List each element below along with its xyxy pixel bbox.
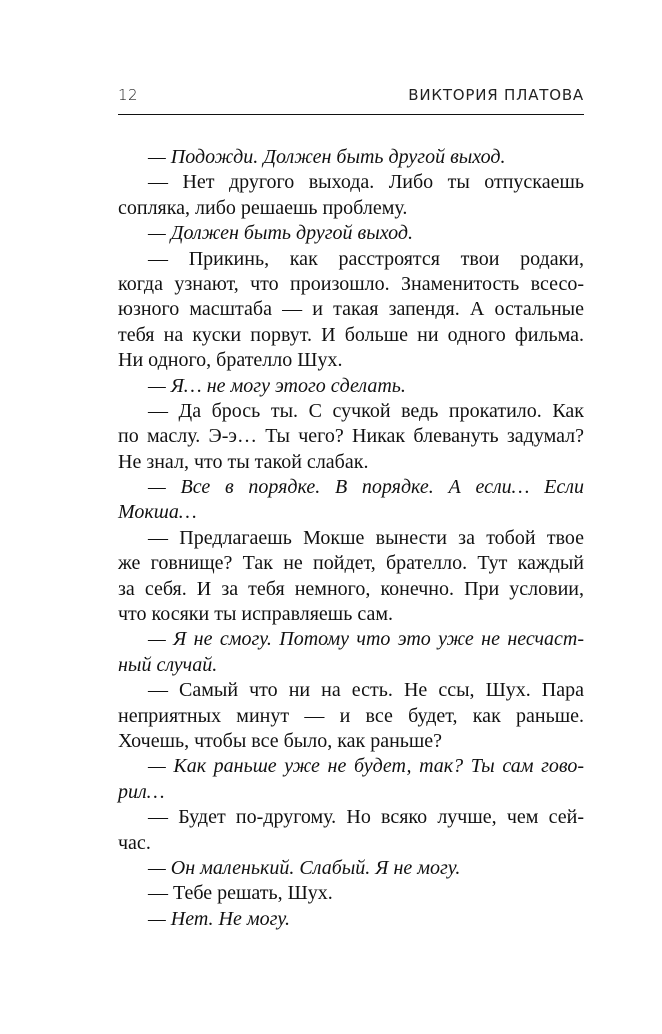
continuation-line: Не знал, что ты такой слабак. (118, 450, 369, 473)
page-number: 12 (118, 86, 139, 104)
continuation-line: юзного масштаба — и такая запендя. А остальные (118, 298, 584, 321)
continuation-line: Ни одного, брателло Шух. (118, 349, 343, 372)
continuation-line: сопляка, либо решаешь проблему. (118, 196, 408, 219)
dialogue-line: — Тебе решать, Шух. (148, 882, 333, 905)
running-title: ВИКТОРИЯ ПЛАТОВА (408, 86, 584, 104)
header-rule (118, 114, 584, 115)
dialogue-line: — Подожди. Должен быть другой выход. (148, 146, 506, 168)
body-text (118, 145, 584, 932)
dialogue-line: — Да брось ты. С сучкой ведь прокатило. Как (148, 399, 584, 422)
dialogue-line: — Я не смогу. Потому что это уже не несчаст- (148, 628, 584, 651)
continuation-line: неприятных минут — и все будет, как раньше. (118, 704, 584, 727)
continuation-line: час. (118, 831, 151, 854)
dialogue-line: — Нет. Не могу. (148, 907, 291, 930)
continuation-line: Мокша… (118, 501, 197, 524)
continuation-line: рил… (118, 780, 165, 803)
continuation-line: что косяки ты исправляешь сам. (118, 603, 393, 626)
continuation-line: ный случай. (118, 653, 218, 676)
continuation-line: когда узнают, что произошло. Знаменитость всесо- (118, 272, 584, 295)
page-header (118, 86, 584, 108)
continuation-line: по маслу. Э-э… Ты чего? Никак блевануть задумал? (118, 425, 584, 448)
continuation-line: тебя на куски порвут. И больше ни одного фильма. (118, 323, 584, 346)
dialogue-line: — Нет другого выхода. Либо ты отпускаешь (148, 171, 584, 194)
dialogue-line: — Он маленький. Слабый. Я не могу. (148, 856, 461, 879)
dialogue-line: — Прикинь, как расстроятся твои родаки, (148, 247, 584, 270)
dialogue-line: — Как раньше уже не будет, так? Ты сам гово- (148, 755, 584, 778)
dialogue-line: — Я… не могу этого сделать. (148, 374, 406, 397)
continuation-line: же говнище? Так не пойдет, брателло. Тут каждый (118, 552, 584, 575)
dialogue-line: — Будет по-другому. Но всяко лучше, чем сей- (148, 806, 584, 829)
continuation-line: Хочешь, чтобы все было, как раньше? (118, 729, 443, 752)
dialogue-line: — Предлагаешь Мокше вынести за тобой твое (148, 526, 584, 549)
dialogue-line: — Все в порядке. В порядке. А если… Если (148, 476, 584, 499)
continuation-line: за себя. И за тебя немного, конечно. При условии, (118, 577, 584, 600)
dialogue-line: — Должен быть другой выход. (148, 222, 414, 245)
dialogue-line: — Самый что ни на есть. Не ссы, Шух. Пара (148, 679, 584, 702)
